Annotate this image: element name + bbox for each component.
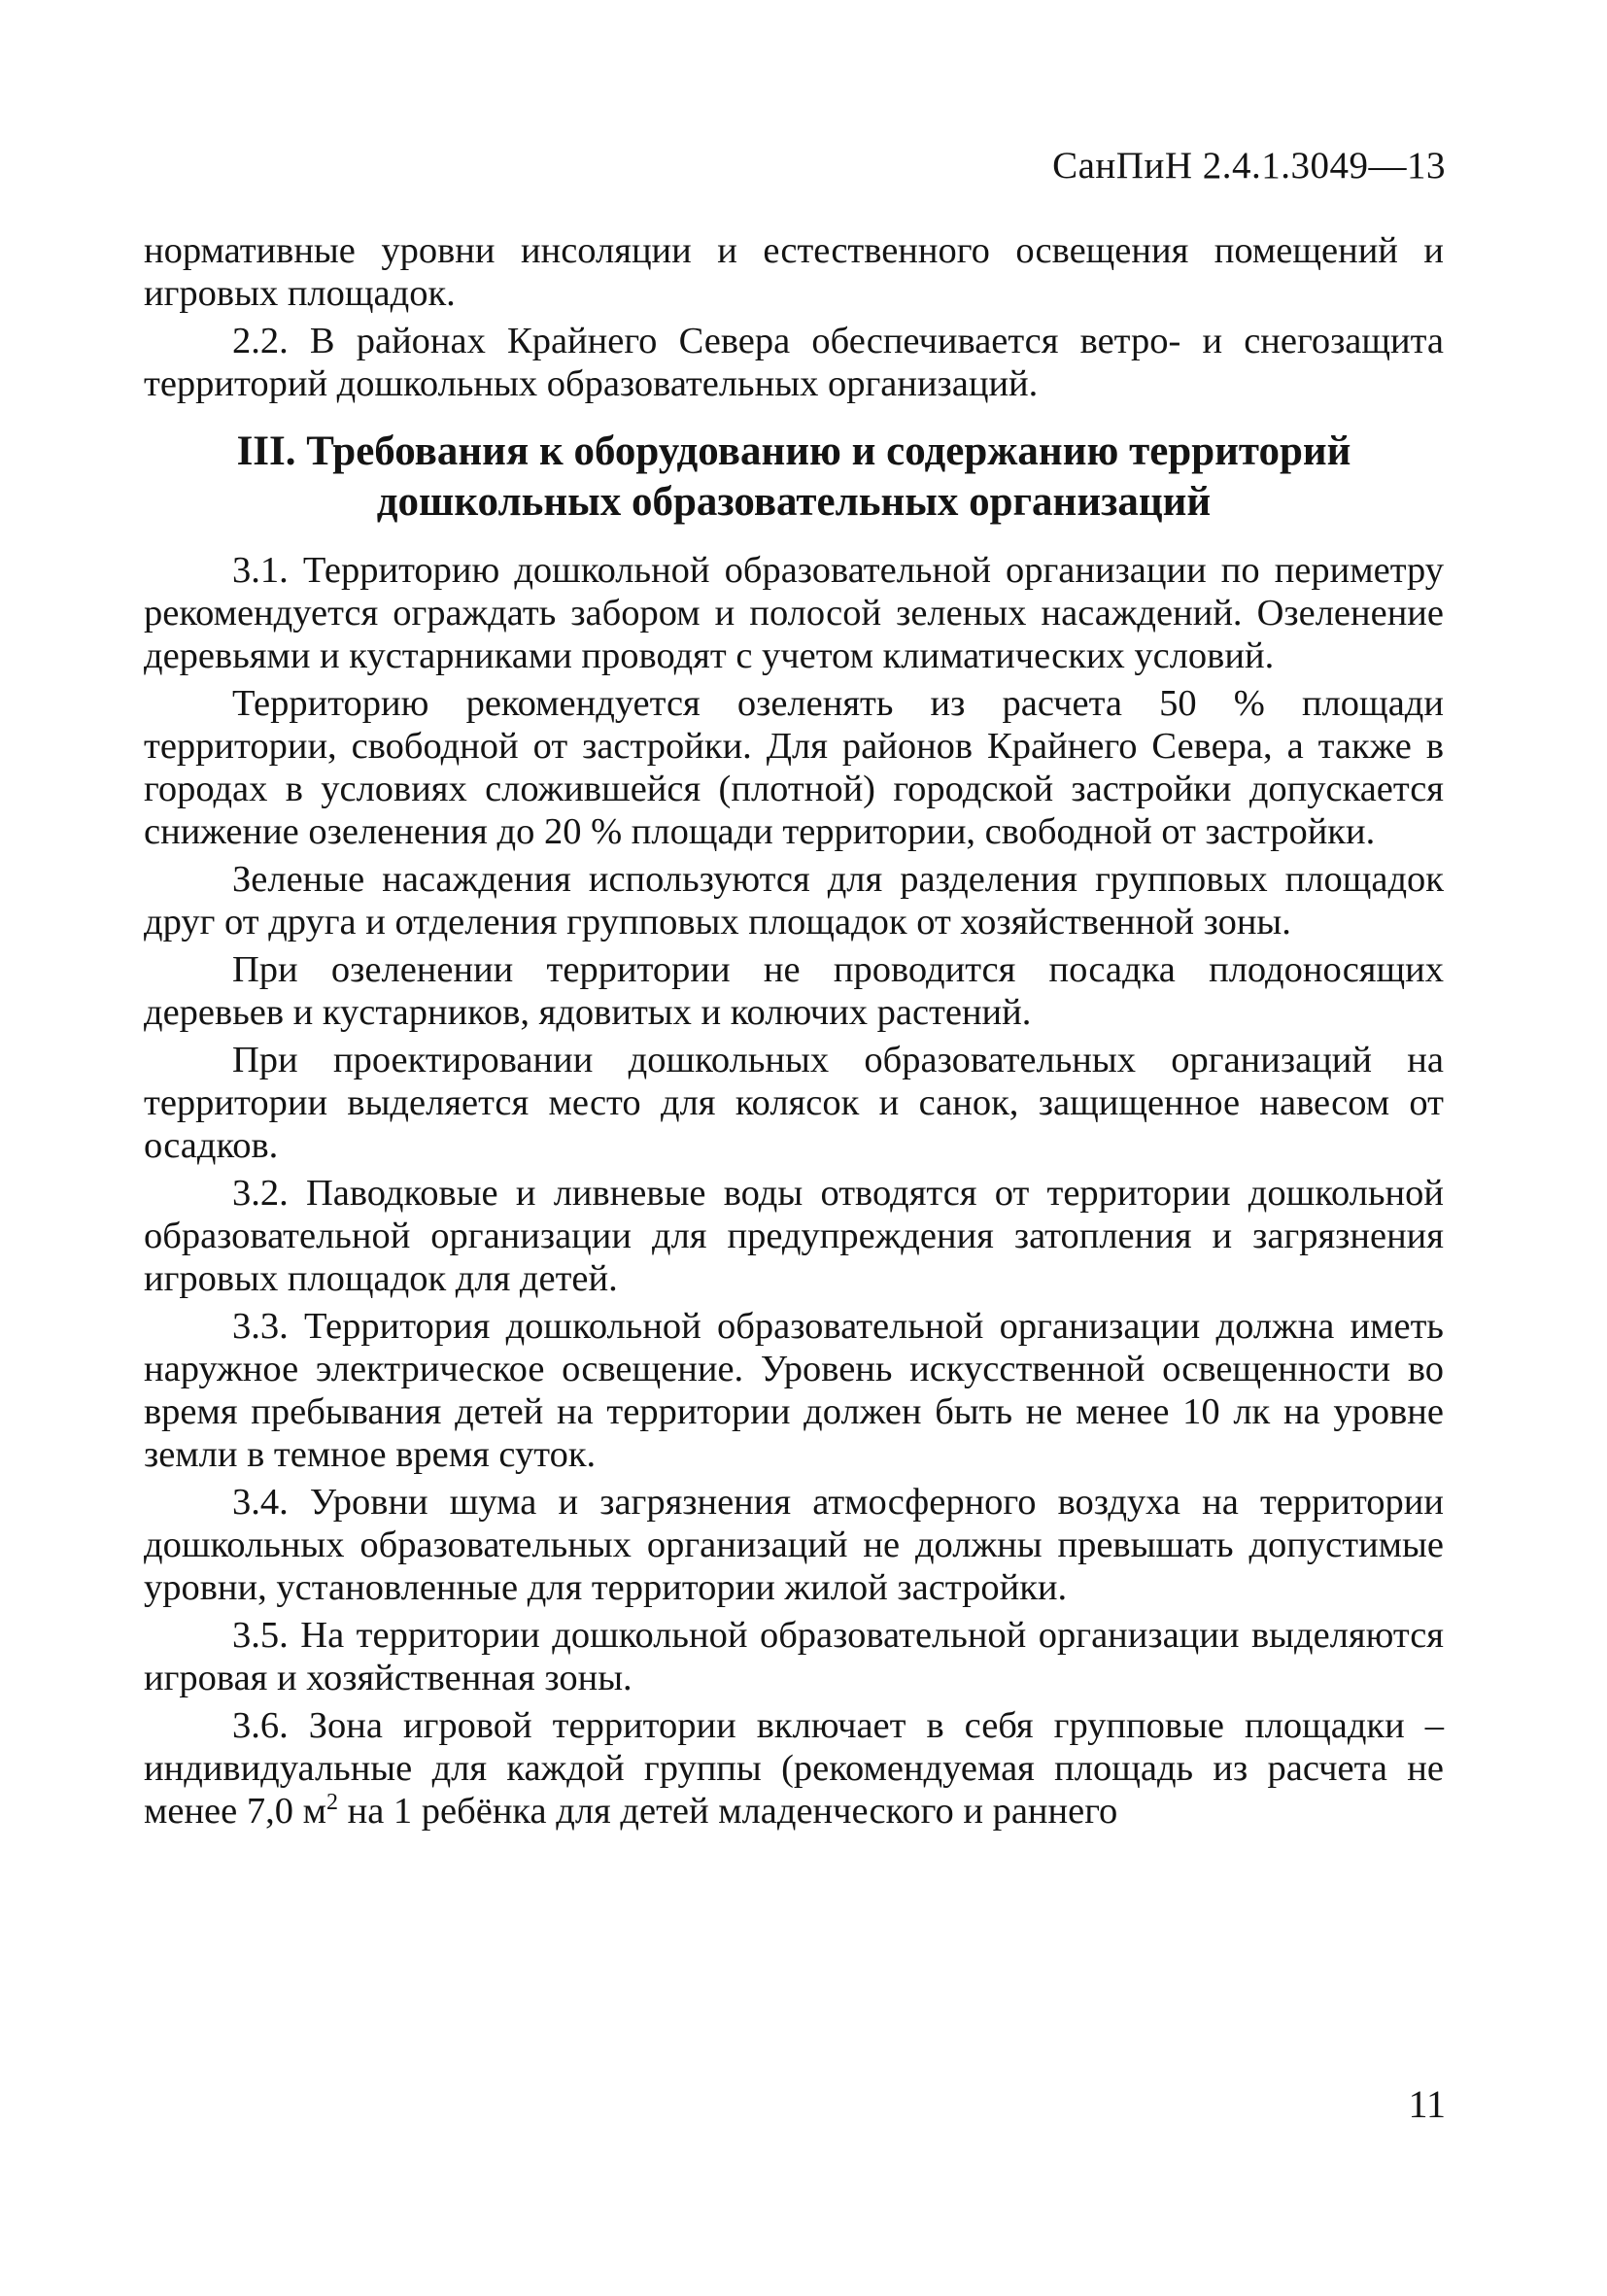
paragraph-3-4: 3.4. Уровни шума и загрязнения атмосферного воздуха на территории дошкольных образовательных организаций не должны превышать допустимые уровни, установленные для территории жилой застройки.: [144, 1482, 1444, 1608]
paragraph-planting-restrictions: При озеленении территории не проводится посадка плодоносящих деревьев и кустарников, ядовитых и колючих растений.: [144, 949, 1444, 1033]
body-text: [144, 229, 1444, 1837]
running-header: СанПиН 2.4.1.3049—13: [1052, 145, 1446, 187]
paragraph-3-3: 3.3. Территория дошкольной образовательной организации должна иметь наружное электрическое освещение. Уровень искусственной освещенности во время пребывания детей на территории должен быть не менее 10 лк на уровне земли в темное время суток.: [144, 1306, 1444, 1475]
page-number: 11: [1408, 2082, 1446, 2126]
section-title-line-1: III. Требования к оборудованию и содержанию территорий: [236, 428, 1351, 474]
paragraph-greening-rate: Территорию рекомендуется озеленять из расчета 50 % площади территории, свободной от застройки. Для районов Крайнего Севера, а также в городах в условиях сложившейся (плотной) городской застройки допускается снижение озеленения до 20 % площади территории, свободной от застройки.: [144, 683, 1444, 852]
superscript-squared: 2: [325, 1790, 338, 1816]
paragraph-green-separation: Зеленые насаждения используются для разделения групповых площадок друг от друга и отделения групповых площадок от хозяйственной зоны.: [144, 859, 1444, 942]
paragraph-3-5: 3.5. На территории дошкольной образовательной организации выделяются игровая и хозяйственная зоны.: [144, 1615, 1444, 1698]
paragraph-3-6-text-end: на 1 ребёнка для детей младенческого и раннего: [337, 1791, 1118, 1832]
paragraph-3-6-text: 3.6. Зона игровой территории включает в себя групповые площадки – индивидуальные для каждой группы (рекомендуемая площадь из расчета не менее 7,0 м: [144, 1705, 1444, 1832]
paragraph-2-2: 2.2. В районах Крайнего Севера обеспечивается ветро- и снегозащита территорий дошкольных образовательных организаций.: [144, 321, 1444, 404]
section-title-line-2: дошкольных образовательных организаций: [376, 479, 1212, 525]
paragraph-3-1: 3.1. Территорию дошкольной образовательной организации по периметру рекомендуется ограждать забором и полосой зеленых насаждений. Озеленение деревьями и кустарниками проводят с учетом климатических условий.: [144, 550, 1444, 676]
paragraph-3-2: 3.2. Паводковые и ливневые воды отводятся от территории дошкольной образовательной организации для предупреждения затопления и загрязнения игровых площадок для детей.: [144, 1173, 1444, 1299]
paragraph-stroller-area: При проектировании дошкольных образовательных организаций на территории выделяется место для колясок и санок, защищенное навесом от осадков.: [144, 1040, 1444, 1166]
paragraph-3-6: [144, 1704, 1444, 1833]
paragraph-continuation: нормативные уровни инсоляции и естественного освещения помещений и игровых площадок.: [144, 230, 1444, 314]
section-title: [144, 427, 1444, 528]
